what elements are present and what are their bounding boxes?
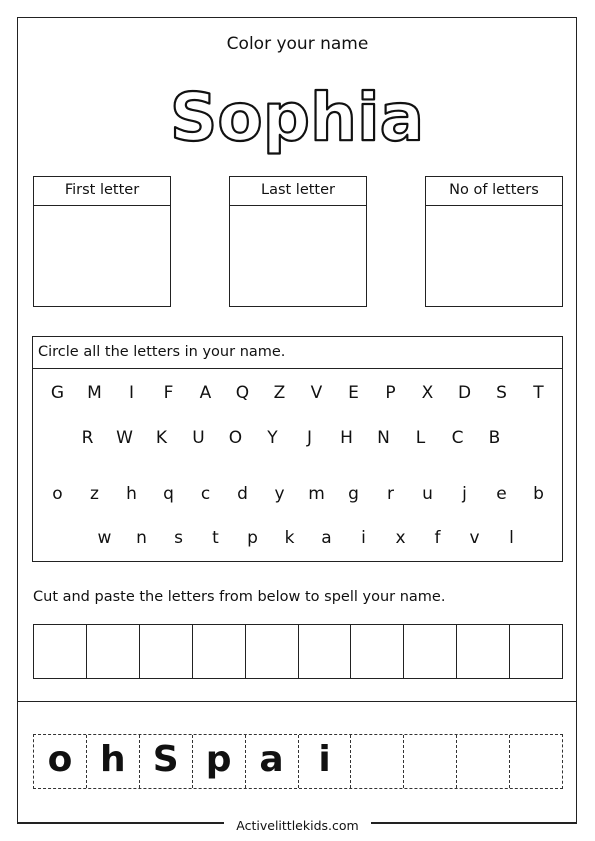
letter-choice[interactable]: o	[52, 484, 63, 504]
letter-choice[interactable]: r	[387, 484, 394, 504]
letter-choice[interactable]: V	[310, 383, 323, 403]
letter-choice[interactable]: t	[212, 528, 219, 548]
paste-cell[interactable]	[193, 625, 246, 678]
paste-cell[interactable]	[34, 625, 87, 678]
letter-choice[interactable]: a	[321, 528, 332, 548]
letter-choice[interactable]: e	[496, 484, 507, 504]
letter-choice[interactable]: A	[199, 383, 212, 403]
empty-cut-tile[interactable]	[510, 735, 562, 788]
letter-choice[interactable]: h	[126, 484, 137, 504]
letter-choice[interactable]: q	[163, 484, 174, 504]
paste-cell[interactable]	[351, 625, 404, 678]
letter-choice[interactable]: j	[462, 484, 467, 504]
paste-cell[interactable]	[510, 625, 562, 678]
letter-choice[interactable]: k	[284, 528, 295, 548]
letter-row-4	[86, 528, 530, 548]
footer	[0, 815, 595, 834]
letter-choice[interactable]: K	[155, 428, 168, 448]
paste-cells	[33, 624, 563, 679]
letter-choice[interactable]: F	[163, 383, 174, 403]
cut-letter-tile[interactable]: p	[193, 735, 246, 788]
letter-choice[interactable]: Q	[235, 383, 250, 403]
letter-row-2	[69, 428, 513, 448]
cut-letters-row	[33, 734, 563, 789]
empty-cut-tile[interactable]	[404, 735, 457, 788]
paste-instruction: Cut and paste the letters from below to spell your name.	[33, 589, 446, 605]
first-letter-box[interactable]	[33, 176, 171, 307]
letter-choice[interactable]: w	[97, 528, 112, 548]
letter-choice[interactable]: L	[415, 428, 426, 448]
letter-choice[interactable]: E	[348, 383, 359, 403]
outlined-name	[0, 72, 595, 162]
letter-row-3	[39, 484, 557, 504]
first-letter-label: First letter	[34, 177, 170, 206]
letter-count-label: No of letters	[426, 177, 562, 206]
cut-letter-tile[interactable]: o	[34, 735, 87, 788]
letter-choice[interactable]: N	[377, 428, 390, 448]
cut-divider	[17, 701, 577, 702]
letter-choice[interactable]: B	[488, 428, 501, 448]
letter-choice[interactable]: u	[422, 484, 433, 504]
letter-choice[interactable]: G	[50, 383, 65, 403]
letter-choice[interactable]: s	[174, 528, 183, 548]
cut-letter-tile[interactable]: i	[299, 735, 352, 788]
last-letter-label: Last letter	[230, 177, 366, 206]
letter-choice[interactable]: X	[421, 383, 434, 403]
letter-choice[interactable]: Z	[273, 383, 286, 403]
letter-count-box[interactable]	[425, 176, 563, 307]
circle-instruction: Circle all the letters in your name.	[33, 337, 562, 369]
letter-choice[interactable]: x	[395, 528, 406, 548]
letter-choice[interactable]: M	[87, 383, 102, 403]
page-title: Color your name	[226, 34, 369, 54]
letter-choice[interactable]: Y	[267, 428, 278, 448]
letter-choice[interactable]: c	[200, 484, 211, 504]
footer-site: Activelittlekids.com	[224, 818, 370, 833]
letter-choice[interactable]: D	[457, 383, 472, 403]
letter-choice[interactable]: l	[509, 528, 514, 548]
paste-cell[interactable]	[140, 625, 193, 678]
letter-choice[interactable]: b	[533, 484, 544, 504]
letter-choice[interactable]: y	[274, 484, 285, 504]
cut-letter-tile[interactable]: a	[246, 735, 299, 788]
letter-choice[interactable]: I	[128, 383, 134, 403]
cut-letter-tile[interactable]: h	[87, 735, 140, 788]
letter-choice[interactable]: C	[451, 428, 464, 448]
letter-row-1	[39, 383, 557, 403]
letter-choice[interactable]: S	[496, 383, 507, 403]
letter-choice[interactable]: H	[340, 428, 353, 448]
letter-choice[interactable]: v	[469, 528, 480, 548]
empty-cut-tile[interactable]	[457, 735, 510, 788]
cut-letter-tile[interactable]: S	[140, 735, 193, 788]
paste-cell[interactable]	[457, 625, 510, 678]
paste-cell[interactable]	[246, 625, 299, 678]
paste-cell[interactable]	[299, 625, 352, 678]
letter-choice[interactable]: n	[136, 528, 147, 548]
letter-choice[interactable]: g	[348, 484, 359, 504]
letter-choice[interactable]: W	[116, 428, 133, 448]
letter-choice[interactable]: f	[434, 528, 441, 548]
last-letter-box[interactable]	[229, 176, 367, 307]
letter-choice[interactable]: R	[81, 428, 94, 448]
letter-choice[interactable]: z	[90, 484, 99, 504]
empty-cut-tile[interactable]	[351, 735, 404, 788]
letter-choice[interactable]: P	[385, 383, 396, 403]
paste-cell[interactable]	[404, 625, 457, 678]
letter-choice[interactable]: m	[308, 484, 325, 504]
letter-choice[interactable]: U	[192, 428, 205, 448]
letter-choice[interactable]: T	[533, 383, 544, 403]
letter-choice[interactable]: O	[228, 428, 243, 448]
letter-choice[interactable]: J	[306, 428, 312, 448]
paste-cell[interactable]	[87, 625, 140, 678]
name-outline-text: Sophia	[169, 79, 425, 156]
letter-choice[interactable]: p	[247, 528, 258, 548]
circle-letters-section	[32, 336, 563, 562]
letter-choice[interactable]: i	[361, 528, 366, 548]
letter-choice[interactable]: d	[237, 484, 248, 504]
